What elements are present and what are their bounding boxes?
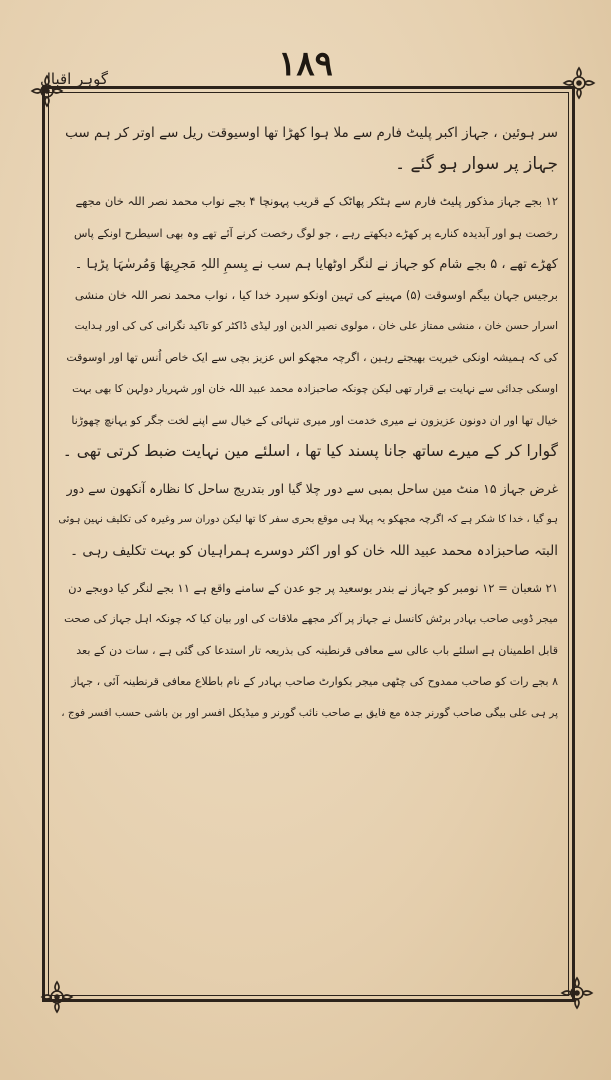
ornament-top-right-icon xyxy=(562,66,596,100)
text-line: ۱۲ بجے جہاز مذکور پلیٹ فارم سے ہٹکر پھاٹک کے قریب پہونچا ۴ بجے نواب محمد نصر اللہ خان مجھے xyxy=(75,194,558,209)
ornament-top-left-icon xyxy=(30,74,64,108)
ornament-bottom-left-icon xyxy=(40,980,74,1014)
text-line: خیال تھا اور ان دونون عزیزون نے میری خدمت اور میری تنہائی کے خیال سے اپنے لخت جگر کو یہانچ چھوڑنا xyxy=(71,413,558,427)
text-line: ۸ بجے رات کو صاحب ممدوح کی چٹھی میجر بکوارٹ صاحب بہادر کے نام باطلاع معافی قرنطینہ آئی ، جہاز xyxy=(71,675,558,689)
text-line: جہاز پر سوار ہو گئے ۔ xyxy=(395,154,558,175)
body-text xyxy=(58,118,558,978)
text-line: قابل اطمینان ہے اسلئے باب عالی سے معافی قرنطینہ کی بذریعہ تار استدعا کی گئی ہے ، سات دن کے بعد xyxy=(76,644,558,658)
text-line: برجیس جہان بیگم اوسوقت (۵) مہینے کی تہین اونکو سپرد خدا کیا ، نواب محمد نصر اللہ خان منشی xyxy=(74,288,558,303)
paragraph-1 xyxy=(58,118,558,180)
running-head: گوہر اقبال xyxy=(40,70,109,88)
text-line: غرض جہاز ۱۵ منٹ مین ساحل بمبی سے دور چلا گیا اور بتدریج ساحل کا نظارہ آنکھون سے دور xyxy=(66,481,558,497)
text-line: ہو گیا ، خدا کا شکر ہے کہ اگرچہ مجھکو یہ پہلا ہی موقع بحری سفر کا تھا لیکن دوران سر وغیرہ کی تکلیف نہین ہوئی xyxy=(58,514,558,526)
ornament-bottom-right-icon xyxy=(560,976,594,1010)
text-line: پر ہی علی بیگی صاحب گورنر جدہ مع فایق بے صاحب نائب گورنر و میڈیکل افسر اور بن باشی حسب افسر فوج ، xyxy=(61,706,558,719)
text-line: ۲۱ شعبان = ۱۲ نومبر کو جہاز نے بندر بوسعید پر جو عدن کے سامنے واقع ہے ۱۱ بجے لنگر کیا دوبجے دن xyxy=(68,580,558,595)
text-line: اسرار حسن خان ، منشی ممتاز علی خان ، مولوی نصیر الدین اور لیڈی ڈاکٹر کو تاکید نگرانی کی کی اور ہدایت xyxy=(74,320,558,333)
text-line: البتہ صاحبزادہ محمد عبید اللہ خان کو اور اکثر دوسرے ہمراہیان کو بہت تکلیف رہی ۔ xyxy=(70,542,558,559)
page-number: ۱۸۹ xyxy=(278,44,333,84)
text-line: کی کہ ہمیشہ اونکی خیریت بھیجتے رہین ، اگرچہ مجھکو اس عزیز بچی سے ایک خاص اُنس تھا اور اوسوقت xyxy=(66,351,558,365)
text-line: سر ہوئین ، جہاز اکبر پلیٹ فارم سے ملا ہوا کھڑا تھا اوسیوقت ریل سے اوتر کر ہم سب xyxy=(65,125,558,141)
text-line: میجر ڈوبی صاحب بہادر برٹش کانسل نے جہاز پر آکر مجھے ملاقات کی اور بیان کیا کہ چونکہ اہل جہاز کی صحت xyxy=(64,613,558,626)
paragraph-4 xyxy=(58,573,558,729)
paragraph-2 xyxy=(58,186,558,467)
paragraph-3 xyxy=(58,473,558,567)
text-line: کھڑے تھے ، ۵ بجے شام کو جہاز نے لنگر اوٹھایا ہم سب نے بِسمِ اللہِ مَجرِیھَا وَمُرسٰہَا پڑہا ۔ xyxy=(74,256,558,272)
text-line: گوارا کر کے میرے ساتھ جانا پسند کیا تھا ، اسلئے مین نہایت ضبط کرتی تھی ۔ xyxy=(62,442,558,461)
text-line: اوسکی جدائی سے نہایت بے قرار تھی لیکن چونکہ صاحبزادہ محمد عبید اللہ خان اور شہریار دولہن کا بھی بہت xyxy=(72,382,558,395)
text-line: رخصت ہو اور آبدیدہ کنارے پر کھڑے دیکھتے رہے ، جو لوگ رخصت کرنے آئے تھے وہ بھی اسیطرح اونکے پاس xyxy=(73,226,558,240)
